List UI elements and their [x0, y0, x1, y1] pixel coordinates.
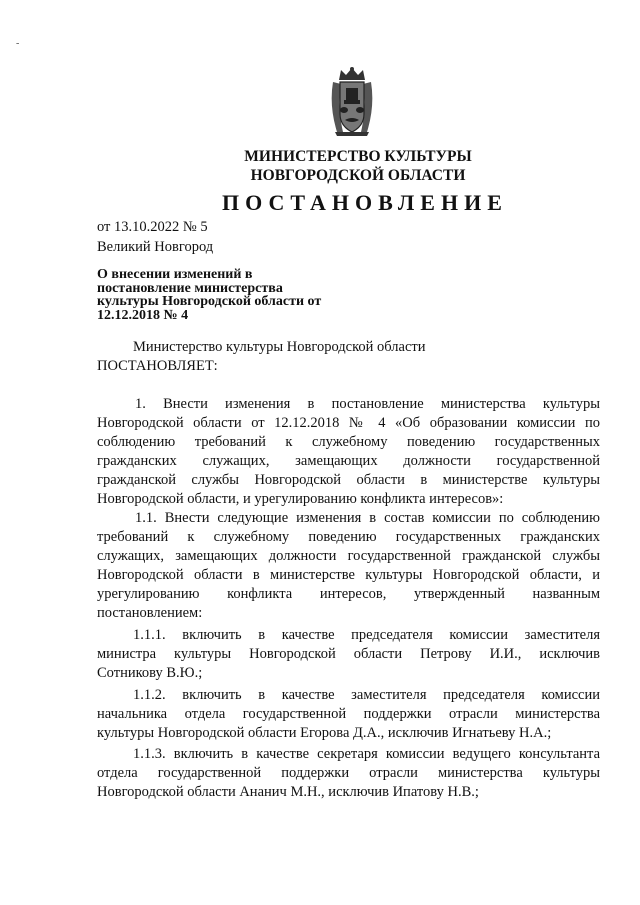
document-city: Великий Новгород	[97, 239, 214, 255]
subject-line-4: 12.12.2018 № 4	[97, 307, 189, 323]
paragraph-line: урегулированию конфликта интересов, утвержденный названным	[97, 586, 600, 602]
paragraph-line: начальника отдела государственной поддержки отрасли министерства	[97, 706, 600, 722]
paragraph-1-1	[97, 509, 600, 623]
ministry-name-line-2: НОВГОРОДСКОЙ ОБЛАСТИ	[250, 167, 466, 184]
paragraph-1-1-3	[97, 745, 600, 802]
subject-line-1: О внесении изменений в	[97, 267, 253, 282]
margin-mark: -	[16, 38, 20, 49]
paragraph-line: 1. Внести изменения в постановление министерства культуры	[135, 396, 600, 412]
paragraph-1-1-1	[97, 626, 600, 683]
paragraph-line: 1.1. Внести следующие изменения в состав комиссии по соблюдению	[135, 510, 600, 526]
paragraph-line: 1.1.3. включить в качестве секретаря комиссии ведущего консультанта	[133, 746, 600, 762]
paragraph-line: Новгородской области от 12.12.2018 № 4 «Об образовании комиссии по	[97, 415, 600, 431]
ministry-name	[240, 147, 476, 185]
paragraph-line: постановлением:	[97, 605, 203, 621]
subject-line-3: культуры Новгородской области от	[97, 294, 322, 309]
paragraph-line: служащих, замещающих должности государственной гражданской службы	[97, 548, 600, 564]
preamble-line-1: Министерство культуры Новгородской области	[133, 339, 426, 355]
paragraph-line: 1.1.1. включить в качестве председателя комиссии заместителя	[133, 627, 600, 643]
paragraph-line: 1.1.2. включить в качестве заместителя председателя комиссии	[133, 687, 600, 703]
document-date-number: от 13.10.2022 № 5	[97, 219, 208, 235]
paragraph-line: министра культуры Новгородской области Петрову И.И., исключив	[97, 646, 600, 662]
paragraph-line: отдела государственной поддержки отрасли министерства культуры	[97, 765, 600, 781]
paragraph-1-1-2	[97, 686, 600, 743]
paragraph-line: Новгородской области в министерстве культуры Новгородской области, и	[97, 567, 600, 583]
paragraph-line: гражданской службы Новгородской области в министерстве культуры	[97, 472, 600, 488]
novgorod-coat-of-arms-icon	[327, 66, 377, 138]
ministry-name-line-1: МИНИСТЕРСТВО КУЛЬТУРЫ	[244, 148, 472, 165]
paragraph-line: культуры Новгородской области Егорова Д.А., исключив Игнатьеву Н.А.;	[97, 725, 552, 741]
paragraph-line: гражданских служащих, замещающих должности государственной	[97, 453, 600, 469]
paragraph-line: Сотникову В.Ю.;	[97, 665, 203, 681]
subject-line-2: постановление министерства	[97, 280, 283, 296]
preamble	[97, 338, 600, 376]
preamble-line-2: ПОСТАНОВЛЯЕТ:	[97, 358, 218, 374]
document-subject	[97, 268, 367, 322]
paragraph-line: требований к служебному поведению государственных гражданских	[97, 529, 600, 545]
paragraph-1	[97, 395, 600, 509]
document-type-title: ПОСТАНОВЛЕНИЕ	[222, 190, 508, 215]
paragraph-line: соблюдению требований к служебному поведению государственных	[97, 434, 600, 450]
paragraph-line: Новгородской области Ананич М.Н., исключив Ипатову Н.В.;	[97, 784, 479, 800]
paragraph-line: Новгородской области, и урегулированию конфликта интересов»:	[97, 491, 504, 507]
